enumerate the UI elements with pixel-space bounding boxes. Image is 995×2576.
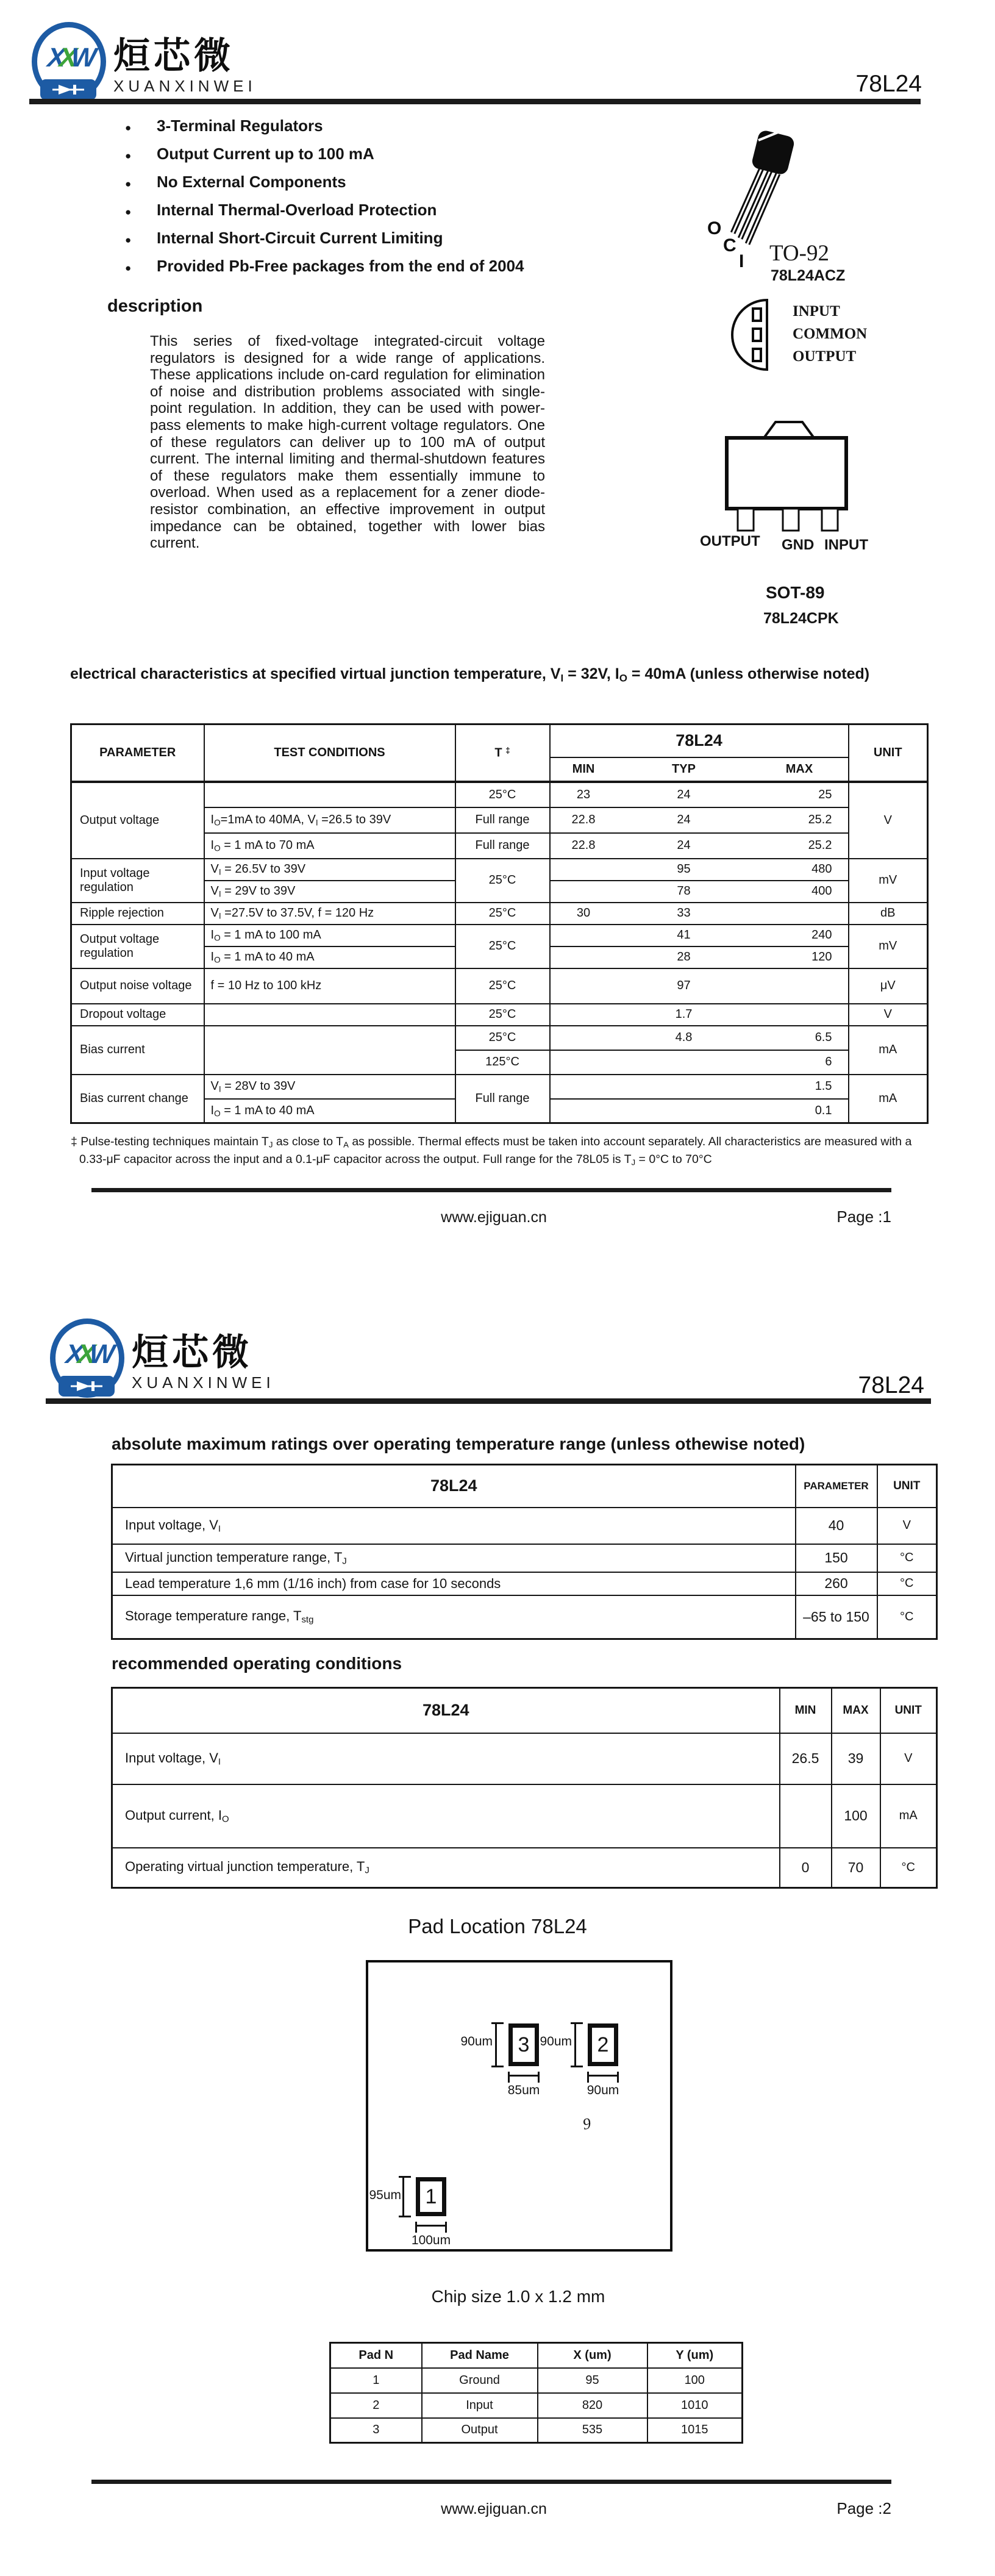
feature-item: ● Output Current up to 100 mA	[125, 145, 564, 163]
elec-min	[550, 1075, 617, 1099]
to92-lead-letter: C	[723, 235, 736, 256]
sot89-pin-label: OUTPUT	[700, 533, 760, 549]
brand-logo	[32, 22, 257, 100]
elec-unit: mV	[849, 859, 928, 903]
elec-min	[550, 946, 617, 968]
pad-width-label: 100um	[411, 2233, 451, 2247]
elec-typ: 1.7	[617, 1004, 751, 1026]
logo-letter: X	[58, 43, 73, 73]
elec-condition: $I_O = 1$ mA to 40 mA	[204, 1099, 455, 1123]
col-header-device: 78L24	[112, 1465, 796, 1508]
elec-max	[751, 903, 849, 925]
feature-item: ● No External Components	[125, 173, 564, 191]
rec-max: 39	[832, 1733, 880, 1784]
elec-min	[550, 881, 617, 903]
elec-max	[751, 968, 849, 1004]
abs-value: 40	[796, 1508, 877, 1544]
pad-table-cell: 1015	[647, 2418, 743, 2443]
elec-min: 22.8	[550, 833, 617, 859]
pad-width-label: 85um	[507, 2083, 540, 2097]
elec-condition: $I_O = 1$ mA to 70 mA	[204, 833, 455, 859]
elec-row	[71, 782, 928, 807]
pad-table-row	[330, 2393, 743, 2418]
col-header-device: 78L24	[112, 1688, 780, 1733]
elec-temp: Full range	[455, 1075, 550, 1123]
header-rule	[46, 1398, 931, 1404]
elec-max: 120	[751, 946, 849, 968]
abs-row	[112, 1572, 937, 1595]
pad-table-header-row	[330, 2343, 743, 2368]
to92-bottom-view	[723, 296, 786, 376]
elec-header-row	[71, 724, 928, 757]
elec-min: 30	[550, 903, 617, 925]
to92-pin-label: OUTPUT	[793, 348, 857, 365]
elec-typ: 41	[617, 925, 751, 946]
die-logo-mark: 9	[581, 2114, 593, 2133]
rec-min: 26.5	[780, 1733, 832, 1784]
abs-row	[112, 1595, 937, 1639]
pad-table-cell: 95	[538, 2368, 647, 2393]
footer-rule	[91, 1188, 891, 1192]
elec-max: 6.5	[751, 1026, 849, 1050]
abs-name: Input voltage, $V_I$	[112, 1508, 796, 1544]
pad-table-cell: Output	[422, 2418, 538, 2443]
elec-parameter: Output noise voltage	[71, 968, 204, 1004]
elec-temp: 25°C	[455, 925, 550, 968]
page-2	[0, 1283, 995, 2576]
pad-table-cell: 1010	[647, 2393, 743, 2418]
feature-item: ● 3-Terminal Regulators	[125, 117, 564, 135]
logo-text	[113, 22, 257, 96]
rec-row	[112, 1784, 937, 1848]
pad-table-col-header: X (um)	[538, 2343, 647, 2368]
elec-unit: mV	[849, 925, 928, 968]
elec-unit: V	[849, 1004, 928, 1026]
to92-pin-label: COMMON	[793, 326, 868, 342]
abs-header-row	[112, 1465, 937, 1508]
pad-table-cell: 535	[538, 2418, 647, 2443]
abs-max-ratings-title: absolute maximum ratings over operating temperature range (unless othewise noted)	[112, 1434, 805, 1453]
pad-width-dimension-line	[508, 2075, 539, 2077]
pad-height-dimension-line	[495, 2023, 497, 2066]
abs-name: Virtual junction temperature range, $T_J$	[112, 1544, 796, 1572]
elec-condition: $V_I = 26.5V$ to 39V	[204, 859, 455, 881]
abs-unit: °C	[877, 1595, 937, 1639]
pad-group	[369, 2177, 451, 2247]
elec-unit: μV	[849, 968, 928, 1004]
elec-min	[550, 859, 617, 881]
elec-parameter: Input voltage regulation	[71, 859, 204, 903]
pad-table-cell: Ground	[422, 2368, 538, 2393]
to92-package-name: TO-92	[769, 241, 829, 266]
abs-unit: V	[877, 1508, 937, 1544]
elec-parameter: Ripple rejection	[71, 903, 204, 925]
rec-min: 0	[780, 1848, 832, 1888]
footer-page-number: Page :1	[836, 1208, 891, 1226]
feature-list	[125, 117, 564, 285]
elec-parameter: Bias current change	[71, 1075, 204, 1123]
pad-width-label: 90um	[587, 2083, 619, 2097]
feature-item: ● Internal Thermal-Overload Protection	[125, 201, 564, 219]
elec-typ: 78	[617, 881, 751, 903]
elec-row	[71, 1004, 928, 1026]
abs-value: –65 to 150	[796, 1595, 877, 1639]
elec-temp: Full range	[455, 833, 550, 859]
elec-max	[751, 1004, 849, 1026]
col-header-conditions: TEST CONDITIONS	[204, 724, 455, 782]
pad-width-dimension-line	[416, 2225, 446, 2227]
pad-square: 3	[508, 2023, 539, 2066]
pad-table-col-header: Y (um)	[647, 2343, 743, 2368]
pad-table-row	[330, 2418, 743, 2443]
elec-condition: $I_O = 1$ mA to 100 mA	[204, 925, 455, 946]
logo-letter: X	[65, 1339, 79, 1369]
recommended-conditions-title: recommended operating conditions	[112, 1654, 402, 1673]
pad-table-cell: Input	[422, 2393, 538, 2418]
logo-letter: W	[88, 1339, 110, 1369]
pad-height-label: 90um	[540, 2034, 572, 2048]
rec-unit: mA	[880, 1784, 937, 1848]
sot89-package-name: SOT-89	[766, 583, 825, 602]
elec-max: 25	[751, 782, 849, 807]
col-header-device: 78L24	[550, 724, 849, 757]
elec-temp: 25°C	[455, 903, 550, 925]
col-header-temp: T ‡	[455, 724, 550, 782]
pad-table-cell: 1	[330, 2368, 422, 2393]
abs-name: Storage temperature range, $T_{stg}$	[112, 1595, 796, 1639]
brand-logo	[50, 1318, 275, 1397]
elec-condition: $V_I = 29V$ to 39V	[204, 881, 455, 903]
sot89-pin-label: INPUT	[824, 537, 868, 553]
footer-website: www.ejiguan.cn	[441, 2500, 547, 2517]
pad-height-dimension-line	[402, 2177, 404, 2216]
logo-letter: X	[76, 1339, 91, 1369]
col-header-parameter: PARAMETER	[796, 1465, 877, 1508]
elec-typ: 97	[617, 968, 751, 1004]
sot89-package-drawing	[719, 417, 854, 534]
elec-temp: 25°C	[455, 1004, 550, 1026]
sot89-pin-label: GND	[782, 537, 815, 553]
pad-group	[540, 2023, 619, 2097]
diode-icon	[40, 79, 96, 100]
col-header-typ: TYP	[617, 757, 751, 782]
elec-unit: dB	[849, 903, 928, 925]
rec-unit: V	[880, 1733, 937, 1784]
pad-square: 1	[416, 2177, 446, 2216]
elec-condition	[204, 782, 455, 807]
pad-table-cell: 3	[330, 2418, 422, 2443]
elec-max: 6	[751, 1050, 849, 1075]
elec-unit: mA	[849, 1026, 928, 1075]
pad-width-dimension-line	[588, 2075, 618, 2077]
logo-mark-icon	[50, 1318, 123, 1397]
pad-table-cell: 820	[538, 2393, 647, 2418]
pad-height-label: 90um	[460, 2034, 493, 2048]
elec-min	[550, 1050, 617, 1075]
abs-unit: °C	[877, 1572, 937, 1595]
die-outline	[366, 1960, 672, 2252]
pad-square: 2	[588, 2023, 618, 2066]
elec-condition: $V_I =27.5V$ to 37.5V, f = 120 Hz	[204, 903, 455, 925]
elec-typ: 24	[617, 782, 751, 807]
elec-temp: 125°C	[455, 1050, 550, 1075]
elec-condition	[204, 1026, 455, 1075]
to92-pin-label: INPUT	[793, 303, 840, 320]
recommended-conditions-table	[111, 1687, 938, 1889]
elec-parameter: Output voltage	[71, 782, 204, 859]
col-header-unit: UNIT	[849, 724, 928, 782]
elec-typ: 24	[617, 807, 751, 833]
col-header-unit: UNIT	[880, 1688, 937, 1733]
pad-table-cell: 100	[647, 2368, 743, 2393]
elec-row	[71, 859, 928, 881]
elec-unit: V	[849, 782, 928, 859]
pad-height-dimension-line	[574, 2023, 576, 2066]
description-heading: description	[107, 296, 203, 316]
elec-min	[550, 925, 617, 946]
pad-location-title: Pad Location 78L24	[408, 1915, 587, 1937]
logo-text	[132, 1318, 275, 1392]
elec-footnote: ‡ Pulse-testing techniques maintain $T_J$ as close to $T_A$ as possible. Thermal effects must be taken into account separately. All characteristics are measured with a 0.33-μF capacitor across the input and a 0.1-μF capacitor across the output. Full range for the 78L05 is $T_J = 0^\circ C$ to 70°C	[71, 1135, 912, 1167]
rec-max: 100	[832, 1784, 880, 1848]
elec-max: 25.2	[751, 833, 849, 859]
elec-max: 1.5	[751, 1075, 849, 1099]
brand-name-en: XUANXINWEI	[132, 1373, 275, 1392]
pad-table-col-header: Pad Name	[422, 2343, 538, 2368]
part-number: 78L24	[855, 71, 922, 97]
logo-letter: X	[46, 43, 60, 73]
pad-table	[329, 2342, 743, 2444]
rec-min	[780, 1784, 832, 1848]
elec-max: 400	[751, 881, 849, 903]
to92-pin-labels	[793, 300, 867, 368]
elec-min: 23	[550, 782, 617, 807]
brand-name-cn: 烜芯微	[132, 1332, 252, 1373]
rec-header-row	[112, 1688, 937, 1733]
elec-temp: 25°C	[455, 782, 550, 807]
logo-letters	[32, 43, 105, 73]
logo-mark-icon	[32, 22, 105, 100]
part-number: 78L24	[858, 1372, 924, 1398]
sot89-part-number: 78L24CPK	[763, 610, 839, 627]
col-header-max: MAX	[832, 1688, 880, 1733]
abs-value: 150	[796, 1544, 877, 1572]
elec-temp: Full range	[455, 807, 550, 833]
elec-row	[71, 903, 928, 925]
abs-value: 260	[796, 1572, 877, 1595]
elec-row	[71, 1075, 928, 1099]
footer-rule	[91, 2480, 891, 2484]
rec-row	[112, 1733, 937, 1784]
elec-parameter: Output voltage regulation	[71, 925, 204, 968]
pad-height-label: 95um	[369, 2188, 401, 2202]
elec-min	[550, 1004, 617, 1026]
rec-name: Operating virtual junction temperature, $T_J$	[112, 1848, 780, 1888]
page-1	[0, 0, 995, 1283]
elec-typ: 4.8	[617, 1026, 751, 1050]
abs-row	[112, 1508, 937, 1544]
col-header-min: MIN	[550, 757, 617, 782]
logo-letters	[50, 1339, 124, 1370]
elec-condition	[204, 1004, 455, 1026]
elec-min: 22.8	[550, 807, 617, 833]
elec-row	[71, 1026, 928, 1050]
elec-min	[550, 1026, 617, 1050]
elec-typ	[617, 1075, 751, 1099]
elec-typ: 28	[617, 946, 751, 968]
elec-max: 240	[751, 925, 849, 946]
rec-unit: °C	[880, 1848, 937, 1888]
elec-typ: 33	[617, 903, 751, 925]
elec-condition: f = 10 Hz to 100 kHz	[204, 968, 455, 1004]
elec-condition: $I_O = 1$ mA to 40 mA	[204, 946, 455, 968]
header-rule	[29, 99, 921, 104]
elec-characteristics-title: electrical characteristics at specified virtual junction temperature, $V_I = 32V$, $I_O = 40mA$ (unless otherwise noted)	[70, 665, 870, 684]
elec-typ	[617, 1050, 751, 1075]
to92-lead-letter: O	[707, 218, 722, 238]
to92-part-number: 78L24ACZ	[771, 267, 846, 284]
chip-size-note: Chip size 1.0 x 1.2 mm	[431, 2287, 605, 2306]
elec-row	[71, 925, 928, 946]
footer-page-number: Page :2	[836, 2499, 891, 2517]
logo-letter: W	[70, 43, 91, 73]
elec-typ	[617, 1099, 751, 1123]
col-header-unit: UNIT	[877, 1465, 937, 1508]
diode-icon	[59, 1376, 115, 1397]
col-header-max: MAX	[751, 757, 849, 782]
rec-name: Output current, $I_O$	[112, 1784, 780, 1848]
rec-max: 70	[832, 1848, 880, 1888]
elec-unit: mA	[849, 1075, 928, 1123]
pad-table-row	[330, 2368, 743, 2393]
rec-name: Input voltage, $V_I$	[112, 1733, 780, 1784]
elec-min	[550, 968, 617, 1004]
elec-condition: $V_I = 28V$ to 39V	[204, 1075, 455, 1099]
elec-min	[550, 1099, 617, 1123]
elec-row	[71, 968, 928, 1004]
abs-name: Lead temperature 1,6 mm (1/16 inch) from case for 10 seconds	[112, 1572, 796, 1595]
pad-table-col-header: Pad N	[330, 2343, 422, 2368]
footer-website: www.ejiguan.cn	[441, 1209, 547, 1226]
elec-parameter: Bias current	[71, 1026, 204, 1075]
brand-name-cn: 烜芯微	[113, 35, 234, 76]
feature-item: ● Provided Pb-Free packages from the end of 2004	[125, 257, 564, 275]
abs-row	[112, 1544, 937, 1572]
elec-max: 480	[751, 859, 849, 881]
feature-item: ● Internal Short-Circuit Current Limiting	[125, 229, 564, 247]
elec-temp: 25°C	[455, 968, 550, 1004]
elec-temp: 25°C	[455, 1026, 550, 1050]
rec-row	[112, 1848, 937, 1888]
description-paragraph: This series of fixed-voltage integrated-circuit voltage regulators is designed for a wide range of applications. These applications include on-card regulation for elimination of noise and distribution problems associated with single-point regulation. In addition, they can be used with power-pass elements to make high-current voltage regulators. One of these regulators can deliver up to 100 mA of output current. The internal limiting and thermal-shutdown features of these regulators make them essentially immune to overload. When used as a replacement for a zener diode-resistor combination, an effective improvement in output impedance can be obtained, together with lower bias current.	[150, 333, 545, 552]
to92-lead-letter: I	[739, 251, 744, 271]
elec-typ: 95	[617, 859, 751, 881]
elec-condition: $I_O=1mA$ to 40MA, $V_I =26.5$ to 39V	[204, 807, 455, 833]
elec-temp: 25°C	[455, 859, 550, 903]
elec-parameter: Dropout voltage	[71, 1004, 204, 1026]
elec-max: 0.1	[751, 1099, 849, 1123]
pad-table-cell: 2	[330, 2393, 422, 2418]
elec-typ: 24	[617, 833, 751, 859]
brand-name-en: XUANXINWEI	[113, 77, 257, 95]
col-header-min: MIN	[780, 1688, 832, 1733]
abs-unit: °C	[877, 1544, 937, 1572]
col-header-parameter: PARAMETER	[71, 724, 204, 782]
elec-max: 25.2	[751, 807, 849, 833]
elec-characteristics-table	[70, 723, 929, 1124]
abs-max-ratings-table	[111, 1464, 938, 1640]
